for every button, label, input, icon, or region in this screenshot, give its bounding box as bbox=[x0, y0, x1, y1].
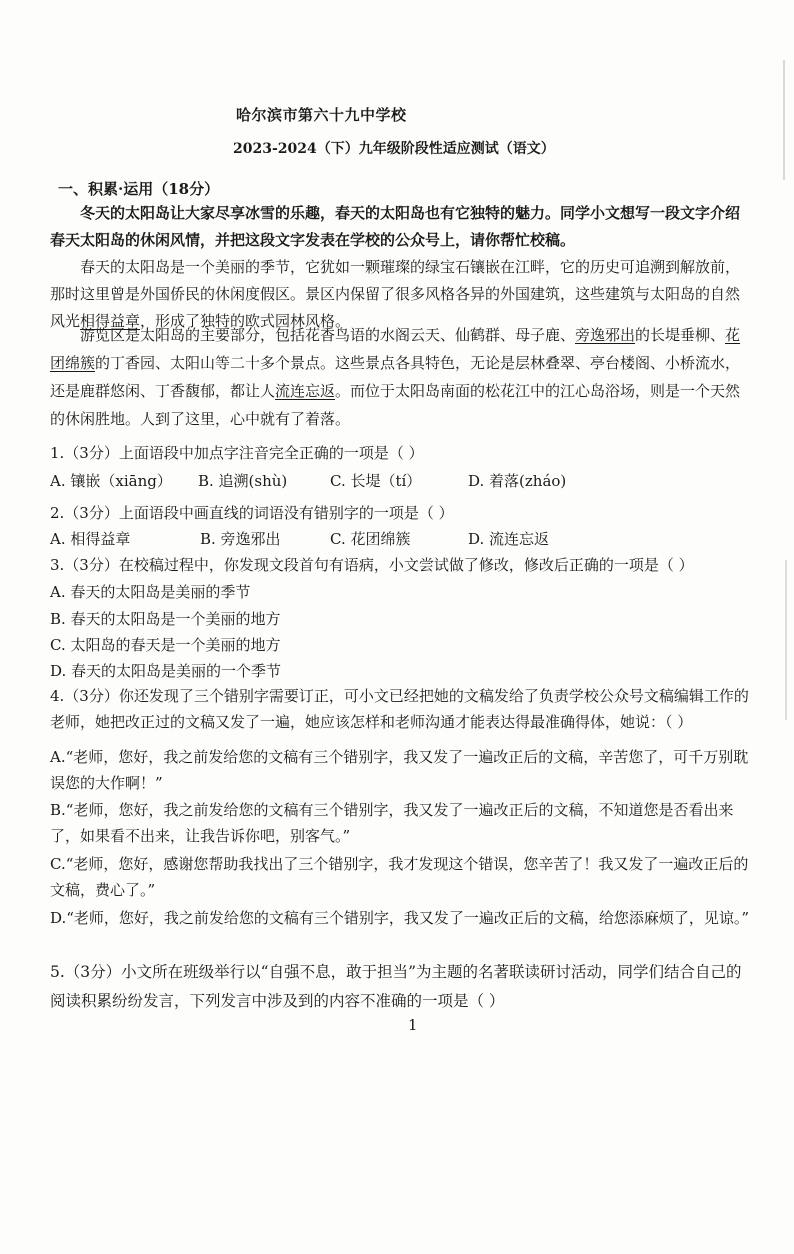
question-2-options bbox=[50, 528, 549, 549]
option-a: A. 镶嵌（xiāng） bbox=[50, 472, 172, 490]
question-5-stem: 5.（3分）小文所在班级举行以“自强不息，敢于担当”为主题的名著联读研讨活动，同学们结合自己的阅读积累纷纷发言，下列发言中涉及到的内容不准确的一项是（ ） bbox=[50, 963, 742, 1010]
question-1-stem: 1.（3分）上面语段中加点字注音完全正确的一项是（ ） bbox=[50, 444, 424, 462]
passage-paragraph-2 bbox=[50, 321, 750, 433]
question-4-stem: 4.（3分）你还发现了三个错别字需要订正，可小文已经把她的文稿发给了负责学校公众号文稿编辑工作的老师，她把改正过的文稿又发了一遍，她应该怎样和老师沟通才能表达得最准确得体，她说：（ ） bbox=[50, 687, 749, 731]
exam-title: 2023-2024（下）九年级阶段性适应测试（语文） bbox=[233, 141, 555, 157]
question-3-option-d: D. 春天的太阳岛是美丽的一个季节 bbox=[50, 662, 282, 680]
option-b: B. 旁逸邪出 bbox=[200, 530, 281, 548]
scan-edge-mark bbox=[785, 560, 787, 720]
question-4-option-a: A.“老师，您好，我之前发给您的文稿有三个错别字，我又发了一遍改正后的文稿，辛苦您了，可千万别耽误您的大作啊！” bbox=[50, 748, 749, 792]
passage-text: ，形成了独特的欧式园林风格。 bbox=[140, 312, 351, 330]
option-c: C. 长堤（tí） bbox=[330, 472, 422, 490]
page-number: 1 bbox=[408, 1016, 418, 1034]
question-3-option-c: C. 太阳岛的春天是一个美丽的地方 bbox=[50, 636, 281, 654]
task-intro: 冬天的太阳岛让大家尽享冰雪的乐趣，春天的太阳岛也有它独特的魅力。同学小文想写一段文字介绍春天太阳岛的休闲风情，并把这段文字发表在学校的公众号上，请你帮忙校稿。 bbox=[50, 204, 741, 249]
question-4-option-d: D.“老师，您好，我之前发给您的文稿有三个错别字，我又发了一遍改正后的文稿，给您添麻烦了，见谅。” bbox=[50, 909, 750, 927]
option-d: D. 流连忘返 bbox=[468, 530, 550, 548]
question-2-stem: 2.（3分）上面语段中画直线的词语没有错别字的一项是（ ） bbox=[50, 504, 454, 522]
question-3-option-a: A. 春天的太阳岛是美丽的季节 bbox=[50, 583, 251, 601]
underlined-word: 流连忘返 bbox=[275, 382, 336, 400]
passage-text: 。而位于太阳岛南面的松花江中的江心岛浴场，则是一个天然的休闲胜地。人到了这里，心中就有了着落。 bbox=[50, 382, 741, 428]
option-c: C. 花团绵簇 bbox=[330, 530, 411, 548]
passage-text: 的丁香园、太阳山等二十多个景点。这些景点各具特色，无论是层林叠翠、亭台楼阁、小桥流水，还是鹿群悠闲、丁香馥郁，都让人 bbox=[50, 354, 741, 400]
passage-text: 游览区是太阳岛的主要部分，包括花香鸟语的水阁云天、仙鹤群、母子鹿、 bbox=[80, 326, 576, 344]
question-3-option-b: B. 春天的太阳岛是一个美丽的地方 bbox=[50, 610, 281, 628]
underlined-word: 旁逸邪出 bbox=[575, 326, 636, 344]
option-d: D. 着落(zháo) bbox=[468, 472, 567, 490]
question-4-option-c: C.“老师，您好，感谢您帮助我找出了三个错别字，我才发现这个错误，您辛苦了！我又发了一遍改正后的文稿，费心了。” bbox=[50, 855, 749, 899]
passage-text: 春天的太阳岛是一个美丽的季节，它犹如一颗璀璨的绿宝石镶嵌在江畔，它的历史可追溯到解放前，那时这里曾是外国侨民的休闲度假区。景区内保留了很多风格各异的外国建筑，这些建筑与太阳岛的自然风光 bbox=[50, 258, 741, 330]
question-1-options bbox=[50, 470, 566, 491]
school-name: 哈尔滨市第六十九中学校 bbox=[236, 106, 407, 124]
question-3-stem: 3.（3分）在校稿过程中，你发现文段首句有语病，小文尝试做了修改，修改后正确的一项是（ ） bbox=[50, 556, 694, 574]
underlined-word: 相得益章 bbox=[80, 312, 141, 330]
option-a: A. 相得益章 bbox=[50, 530, 131, 548]
underlined-word: 花团绵簇 bbox=[50, 326, 741, 372]
option-b: B. 追溯(shù) bbox=[198, 472, 288, 490]
passage-text: 的长堤垂柳、 bbox=[635, 326, 726, 344]
question-4-option-b: B.“老师，您好，我之前发给您的文稿有三个错别字，我又发了一遍改正后的文稿，不知道您是否看出来了，如果看不出来，让我告诉你吧，别客气。” bbox=[50, 801, 734, 845]
scan-edge-mark bbox=[783, 60, 785, 180]
section-heading: 一、积累·运用（18分） bbox=[58, 180, 220, 198]
